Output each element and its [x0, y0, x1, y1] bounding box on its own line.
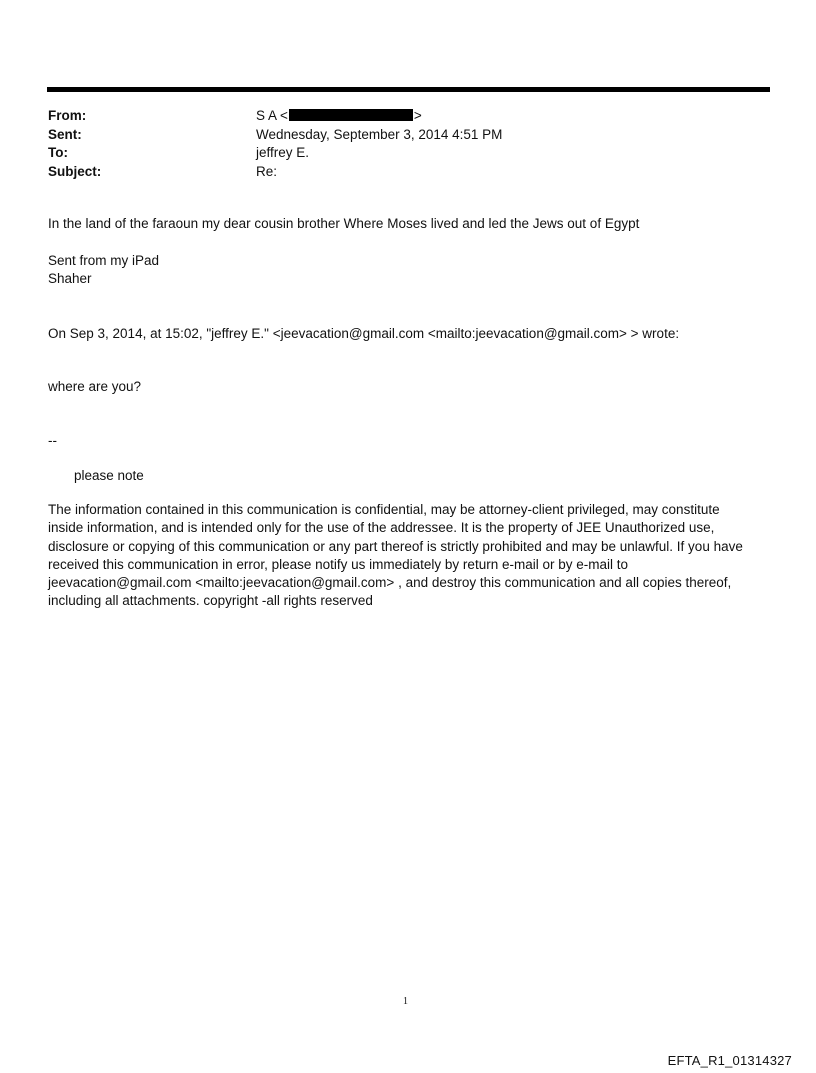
sent-label: Sent:	[48, 126, 82, 142]
message-body: In the land of the faraoun my dear cousin brother Where Moses lived and led the Jews out of Egypt	[48, 216, 640, 231]
email-header	[48, 107, 748, 181]
sent-row	[48, 126, 748, 145]
to-row	[48, 144, 748, 163]
confidentiality-disclaimer: The information contained in this communication is confidential, may be attorney-client privileged, may constitute inside information, and is intended only for the use of the addressee. It is the property of JEE Unauthorized use, disclosure or copying of this communication or any part thereof is strictly prohibited and may be unlawful. If you have received this communication in error, please notify us immediately by return e-mail or by e-mail to jeevacation@gmail.com <mailto:jeevacation@gmail.com> , and destroy this communication and all copies thereof, including all attachments. copyright -all rights reserved	[48, 502, 743, 609]
to-value: jeffrey E.	[256, 145, 310, 160]
page-number: 1	[403, 996, 408, 1007]
subject-value: Re:	[256, 163, 278, 179]
subject-row	[48, 163, 748, 182]
signature-device: Sent from my iPad	[48, 253, 160, 268]
sent-value: Wednesday, September 3, 2014 4:51 PM	[256, 126, 503, 142]
signature-name: Shaher	[48, 271, 92, 286]
from-name: S A <	[256, 108, 288, 123]
subject-label: Subject:	[48, 163, 102, 179]
quoted-message: where are you?	[48, 379, 142, 394]
quote-header: On Sep 3, 2014, at 15:02, "jeffrey E." <jeevacation@gmail.com <mailto:jeevacation@gmail.com> > wrote:	[48, 326, 680, 341]
redaction-bar	[289, 109, 413, 121]
from-close-bracket: >	[413, 108, 422, 123]
to-label: To:	[48, 145, 68, 160]
from-label: From:	[48, 108, 87, 123]
please-note: please note	[74, 468, 144, 483]
from-row	[48, 107, 748, 126]
signature-separator: --	[48, 433, 57, 448]
from-value	[256, 107, 422, 126]
bates-number: EFTA_R1_01314327	[667, 1053, 792, 1068]
header-divider	[47, 87, 770, 92]
